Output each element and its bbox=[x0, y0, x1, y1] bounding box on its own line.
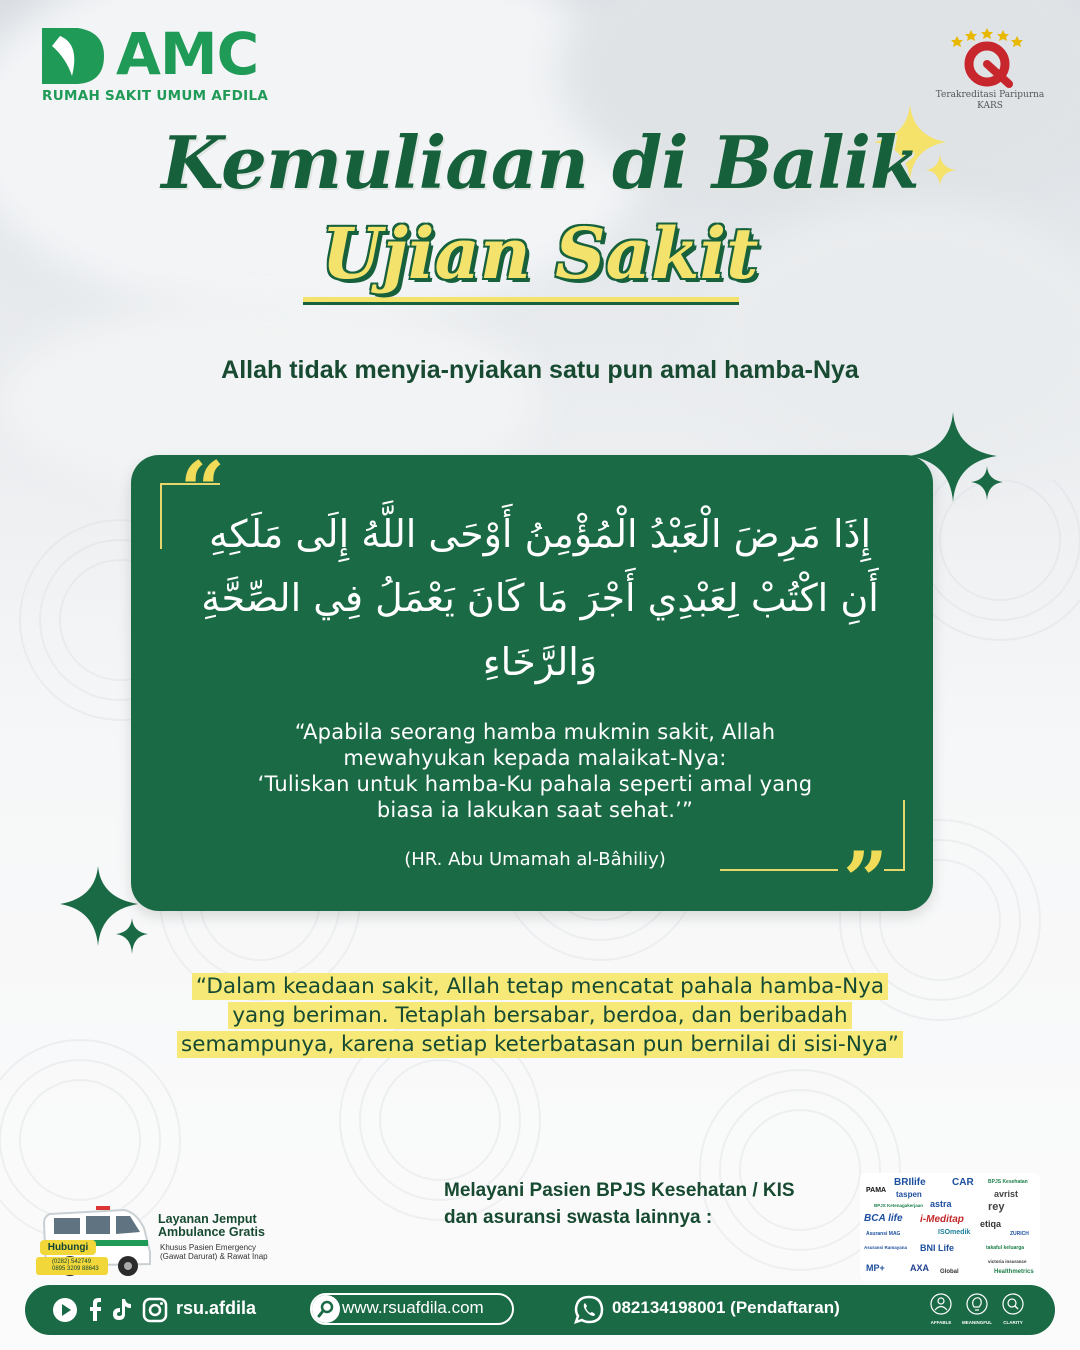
insurer-logo: Global bbox=[940, 1269, 959, 1275]
logo-text: AMC bbox=[116, 20, 259, 88]
value-label: MEANINGFUL bbox=[962, 1320, 992, 1325]
insurance-heading bbox=[444, 1177, 795, 1231]
magnifier-icon bbox=[1002, 1293, 1024, 1315]
whatsapp-number[interactable]: 082134198001 (Pendaftaran) bbox=[612, 1298, 840, 1317]
insurance-heading-line: Melayani Pasien BPJS Kesehatan / KIS bbox=[444, 1180, 795, 1201]
translation-line: ‘Tuliskan untuk hamba-Ku pahala seperti amal yang bbox=[257, 772, 813, 796]
insurer-logo: BRIlife bbox=[894, 1177, 926, 1188]
value-label: CLARITY bbox=[1003, 1320, 1023, 1325]
amc-logo-mark-icon bbox=[38, 24, 108, 88]
insurer-logo: takaful keluarga bbox=[986, 1245, 1025, 1251]
hadith-translation bbox=[175, 719, 895, 823]
amc-logo bbox=[38, 20, 278, 108]
title-underline bbox=[303, 297, 739, 305]
tiktok-icon[interactable] bbox=[108, 1297, 134, 1323]
value-label: AFFABLE bbox=[930, 1320, 952, 1325]
insurer-logo: ISOmedik bbox=[938, 1229, 971, 1236]
translation-line: “Apabila seorang hamba mukmin sakit, Allah bbox=[294, 720, 776, 744]
website-url[interactable]: www.rsuafdila.com bbox=[342, 1298, 484, 1317]
value-affable bbox=[926, 1293, 956, 1325]
insurer-logo: Healthmetrics bbox=[994, 1269, 1034, 1275]
facebook-icon[interactable] bbox=[82, 1297, 108, 1323]
insurer-logo: BNI Life bbox=[920, 1243, 955, 1253]
insurer-logo: BPJS Ketenagakerjaan bbox=[874, 1203, 924, 1208]
open-quote-icon: “ bbox=[180, 445, 225, 536]
insurance-heading-line: dan asuransi swasta lainnya : bbox=[444, 1207, 713, 1228]
insurer-logo: victoria insurance bbox=[988, 1259, 1027, 1264]
insurer-logo: avrist bbox=[994, 1189, 1019, 1199]
phone-number: (0282) 542749 bbox=[52, 1259, 92, 1265]
insurer-logo: ZURICH bbox=[1010, 1231, 1029, 1237]
whatsapp-icon[interactable] bbox=[574, 1295, 604, 1325]
hadith-arabic: إِذَا مَرِضَ الْعَبْدُ الْمُؤْمِنُ أَوْحَى اللَّهُ إِلَى مَلَكِهِ أَنِ اكْتُبْ لِعَبْدِي أَجْرَ مَا كَانَ يَعْمَلُ فِي الصِّحَّةِ وَالرَّخَاءِ bbox=[201, 512, 879, 684]
insurer-logo: Asuransi Ramayana bbox=[864, 1245, 908, 1250]
page-title-highlight: Ujian Sakit bbox=[321, 212, 759, 295]
insurer-logo: MP+ bbox=[866, 1263, 885, 1273]
insurer-logo: astra bbox=[930, 1199, 952, 1209]
value-meaningful bbox=[962, 1293, 992, 1325]
insurer-logo: CAR bbox=[952, 1177, 974, 1188]
instagram-icon[interactable] bbox=[142, 1297, 168, 1323]
insurer-logo: etiqa bbox=[980, 1219, 1002, 1229]
translation-line: mewahyukan kepada malaikat-Nya: bbox=[343, 746, 727, 770]
insurer-logo: BPJS Kesehatan bbox=[988, 1179, 1028, 1185]
ambulance-phones bbox=[36, 1257, 108, 1275]
ambulance-title-line: Layanan Jemput bbox=[158, 1212, 257, 1226]
phone-number: 0895 3209 88643 bbox=[52, 1266, 99, 1272]
insurer-logos bbox=[860, 1173, 1040, 1281]
ambulance-note-line: (Gawat Darurat) & Rawat Inap bbox=[160, 1252, 268, 1261]
people-icon bbox=[930, 1293, 952, 1315]
ambulance-title-line: Ambulance Gratis bbox=[158, 1225, 265, 1239]
hospital-name: RUMAH SAKIT UMUM AFDILA bbox=[42, 88, 269, 104]
kars-logo-icon bbox=[925, 26, 1055, 88]
advice-line: yang beriman. Tetaplah bersabar, berdoa, dan beribadah bbox=[228, 1002, 851, 1029]
hadith-source: (HR. Abu Umamah al-Bâhiliy) bbox=[404, 849, 666, 870]
insurer-logo: PAMA bbox=[866, 1187, 887, 1194]
lightbulb-icon bbox=[966, 1293, 988, 1315]
search-icon bbox=[311, 1294, 341, 1324]
advice-quote bbox=[148, 972, 932, 1059]
card-frame-line bbox=[903, 800, 905, 870]
social-handle[interactable]: rsu.afdila bbox=[176, 1298, 257, 1318]
insurer-logo: rey bbox=[988, 1201, 1005, 1213]
ambulance-note bbox=[160, 1243, 268, 1261]
page-title: Kemuliaan di Balik bbox=[161, 120, 919, 205]
advice-line: “Dalam keadaan sakit, Allah tetap mencatat pahala hamba-Nya bbox=[192, 973, 888, 1000]
close-quote-icon: ” bbox=[843, 835, 888, 926]
insurer-logo: i-Meditap bbox=[920, 1214, 964, 1225]
card-frame-line bbox=[160, 483, 164, 549]
translation-line: biasa ia lakukan saat sehat.’” bbox=[376, 798, 694, 822]
value-clarity bbox=[998, 1293, 1028, 1325]
insurer-logo: Asuransi MAG bbox=[866, 1231, 901, 1237]
accreditation-text: Terakreditasi Paripurna KARS bbox=[935, 90, 1045, 111]
contact-label: Hubungi bbox=[40, 1240, 96, 1255]
youtube-icon[interactable] bbox=[52, 1297, 78, 1323]
insurer-logo: AXA bbox=[910, 1263, 930, 1273]
insurer-logo: taspen bbox=[896, 1190, 922, 1199]
advice-line: semampunya, karena setiap keterbatasan pun bernilai di sisi-Nya” bbox=[177, 1031, 903, 1058]
ambulance-title bbox=[158, 1213, 265, 1239]
ambulance-note-line: Khusus Pasien Emergency bbox=[160, 1243, 257, 1252]
insurer-logo: BCA life bbox=[864, 1213, 903, 1224]
page-subtitle: Allah tidak menyia-nyiakan satu pun amal hamba-Nya bbox=[221, 356, 859, 384]
